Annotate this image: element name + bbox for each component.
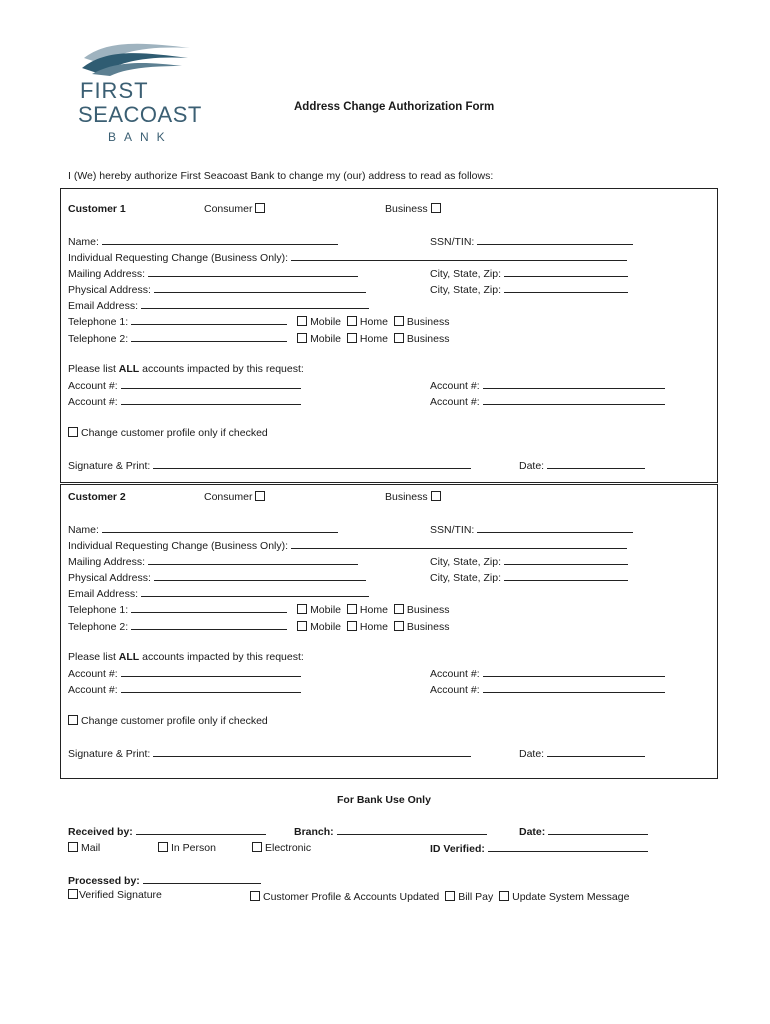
account-field[interactable]	[430, 667, 665, 680]
customer-1-section	[60, 188, 718, 483]
physical-field[interactable]	[68, 283, 366, 296]
account-field[interactable]	[68, 379, 301, 392]
account-field[interactable]	[430, 395, 665, 408]
date-field[interactable]	[519, 747, 645, 760]
phone-business-checkbox[interactable]	[394, 316, 404, 326]
home-label: Home	[359, 604, 388, 616]
bank-date-field[interactable]	[519, 825, 648, 838]
date-label: Date:	[519, 460, 545, 472]
home-checkbox[interactable]	[347, 604, 357, 614]
signature-label: Signature & Print:	[68, 748, 151, 760]
city-label: City, State, Zip:	[430, 572, 501, 584]
accounts-instruction: Please list ALL accounts impacted by this request:	[68, 363, 304, 375]
electronic-label: Electronic	[265, 842, 312, 854]
tel1-input[interactable]	[131, 603, 287, 613]
update-system-checkbox[interactable]	[499, 891, 509, 901]
telephone-2-row	[68, 620, 449, 633]
processing-options-row	[250, 891, 629, 903]
mobile-checkbox[interactable]	[297, 316, 307, 326]
in-person-checkbox[interactable]	[158, 842, 168, 852]
profile-only-label: Change customer profile only if checked	[81, 427, 268, 439]
account-label: Account #:	[68, 380, 118, 392]
account-label: Account #:	[68, 396, 118, 408]
phone-business-label: Business	[406, 333, 450, 345]
profile-only-option[interactable]	[68, 715, 268, 727]
customer-2-section	[60, 484, 718, 779]
name-label: Name:	[68, 236, 99, 248]
mail-option[interactable]	[68, 842, 100, 854]
date-field[interactable]	[519, 459, 645, 472]
tel2-input[interactable]	[131, 620, 287, 630]
mobile-label: Mobile	[310, 604, 341, 616]
profile-updated-checkbox[interactable]	[250, 891, 260, 901]
verified-signature-label: Verified Signature	[79, 889, 162, 901]
mailing-field[interactable]	[68, 555, 358, 568]
in-person-option[interactable]	[158, 842, 216, 854]
individual-field[interactable]	[68, 539, 627, 552]
email-field[interactable]	[68, 299, 369, 312]
phone-business-label: Business	[406, 316, 450, 328]
mailing-label: Mailing Address:	[68, 556, 146, 568]
name-label: Name:	[68, 524, 99, 536]
consumer-label: Consumer	[204, 491, 253, 503]
telephone-2-row	[68, 332, 449, 345]
account-field[interactable]	[430, 379, 665, 392]
tel2-label: Telephone 2:	[68, 333, 129, 345]
mobile-checkbox[interactable]	[297, 621, 307, 631]
phone-business-label: Business	[406, 621, 450, 633]
electronic-checkbox[interactable]	[252, 842, 262, 852]
account-field[interactable]	[68, 667, 301, 680]
home-label: Home	[359, 316, 388, 328]
city-label: City, State, Zip:	[430, 556, 501, 568]
individual-field[interactable]	[68, 251, 627, 264]
name-field[interactable]	[68, 235, 338, 248]
mail-label: Mail	[81, 842, 101, 854]
email-label: Email Address:	[68, 300, 139, 312]
received-by-field[interactable]	[68, 825, 266, 838]
physical-label: Physical Address:	[68, 284, 151, 296]
city-label: City, State, Zip:	[430, 268, 501, 280]
individual-label: Individual Requesting Change (Business Only):	[68, 540, 289, 552]
customer-heading: Customer 2	[68, 491, 126, 503]
individual-label: Individual Requesting Change (Business Only):	[68, 252, 289, 264]
account-label: Account #:	[68, 668, 118, 680]
tel1-label: Telephone 1:	[68, 604, 129, 616]
business-label: Business	[385, 491, 428, 503]
consumer-checkbox[interactable]	[255, 203, 265, 213]
verified-signature-checkbox[interactable]	[68, 889, 78, 899]
logo-wave-icon	[82, 38, 192, 78]
business-option[interactable]	[385, 491, 444, 503]
home-checkbox[interactable]	[347, 333, 357, 343]
logo-seacoast: SEACOAST	[78, 102, 202, 127]
date-label: Date:	[519, 748, 545, 760]
city-field-2[interactable]	[430, 283, 628, 296]
mobile-label: Mobile	[310, 621, 341, 633]
mobile-checkbox[interactable]	[297, 333, 307, 343]
profile-only-checkbox[interactable]	[68, 715, 78, 725]
account-label: Account #:	[430, 668, 480, 680]
tel1-input[interactable]	[131, 315, 287, 325]
consumer-label: Consumer	[204, 203, 253, 215]
in-person-label: In Person	[171, 842, 216, 854]
city-field-2[interactable]	[430, 571, 628, 584]
ssn-label: SSN/TIN:	[430, 524, 475, 536]
home-label: Home	[359, 333, 388, 345]
tel2-input[interactable]	[131, 332, 287, 342]
ssn-label: SSN/TIN:	[430, 236, 475, 248]
physical-label: Physical Address:	[68, 572, 151, 584]
home-checkbox[interactable]	[347, 621, 357, 631]
consumer-option[interactable]	[204, 491, 268, 503]
mobile-checkbox[interactable]	[297, 604, 307, 614]
logo-first: FIRST	[80, 78, 149, 103]
bill-pay-label: Bill Pay	[458, 891, 494, 903]
signature-field[interactable]	[68, 459, 471, 472]
email-field[interactable]	[68, 587, 369, 600]
tel2-label: Telephone 2:	[68, 621, 129, 633]
mobile-label: Mobile	[310, 333, 341, 345]
ssn-field[interactable]	[430, 235, 633, 248]
mobile-label: Mobile	[310, 316, 341, 328]
name-field[interactable]	[68, 523, 338, 536]
electronic-option[interactable]	[252, 842, 311, 854]
bank-date-label: Date:	[519, 826, 546, 838]
phone-business-checkbox[interactable]	[394, 333, 404, 343]
customer-heading: Customer 1	[68, 203, 126, 215]
id-verified-label: ID Verified:	[430, 843, 485, 855]
account-field[interactable]	[430, 683, 665, 696]
ssn-field[interactable]	[430, 523, 633, 536]
profile-only-option[interactable]	[68, 427, 268, 439]
phone-business-checkbox[interactable]	[394, 604, 404, 614]
consumer-option[interactable]	[204, 203, 268, 215]
processed-by-field[interactable]	[68, 874, 261, 887]
city-field-1[interactable]	[430, 555, 628, 568]
account-label: Account #:	[430, 396, 480, 408]
business-checkbox[interactable]	[431, 203, 441, 213]
business-label: Business	[385, 203, 428, 215]
verified-signature-option[interactable]	[68, 889, 162, 901]
home-label: Home	[359, 621, 388, 633]
telephone-1-row	[68, 315, 449, 328]
processed-by-label: Processed by:	[68, 875, 140, 887]
business-option[interactable]	[385, 203, 444, 215]
signature-label: Signature & Print:	[68, 460, 151, 472]
phone-business-label: Business	[406, 604, 450, 616]
account-label: Account #:	[430, 684, 480, 696]
logo-bank: BANK	[108, 130, 173, 144]
intro-text: I (We) hereby authorize First Seacoast Bank to change my (our) address to read as follows:	[68, 170, 494, 182]
account-field[interactable]	[68, 683, 301, 696]
profile-only-label: Change customer profile only if checked	[81, 715, 268, 727]
city-label: City, State, Zip:	[430, 284, 501, 296]
form-title: Address Change Authorization Form	[294, 101, 495, 113]
telephone-1-row	[68, 603, 449, 616]
mail-checkbox[interactable]	[68, 842, 78, 852]
physical-field[interactable]	[68, 571, 366, 584]
received-by-label: Received by:	[68, 826, 133, 838]
business-checkbox[interactable]	[431, 491, 441, 501]
tel1-label: Telephone 1:	[68, 316, 129, 328]
bank-use-title: For Bank Use Only	[337, 794, 431, 806]
city-field-1[interactable]	[430, 267, 628, 280]
consumer-checkbox[interactable]	[255, 491, 265, 501]
mailing-label: Mailing Address:	[68, 268, 146, 280]
id-verified-field[interactable]	[430, 842, 648, 855]
branch-field[interactable]	[294, 825, 487, 838]
phone-business-checkbox[interactable]	[394, 621, 404, 631]
account-label: Account #:	[430, 380, 480, 392]
branch-label: Branch:	[294, 826, 334, 838]
email-label: Email Address:	[68, 588, 139, 600]
account-field[interactable]	[68, 395, 301, 408]
home-checkbox[interactable]	[347, 316, 357, 326]
update-system-label: Update System Message	[512, 891, 630, 903]
mailing-field[interactable]	[68, 267, 358, 280]
signature-field[interactable]	[68, 747, 471, 760]
account-label: Account #:	[68, 684, 118, 696]
bill-pay-checkbox[interactable]	[445, 891, 455, 901]
accounts-instruction: Please list ALL accounts impacted by this request:	[68, 651, 304, 663]
profile-only-checkbox[interactable]	[68, 427, 78, 437]
profile-updated-label: Customer Profile & Accounts Updated	[263, 891, 440, 903]
